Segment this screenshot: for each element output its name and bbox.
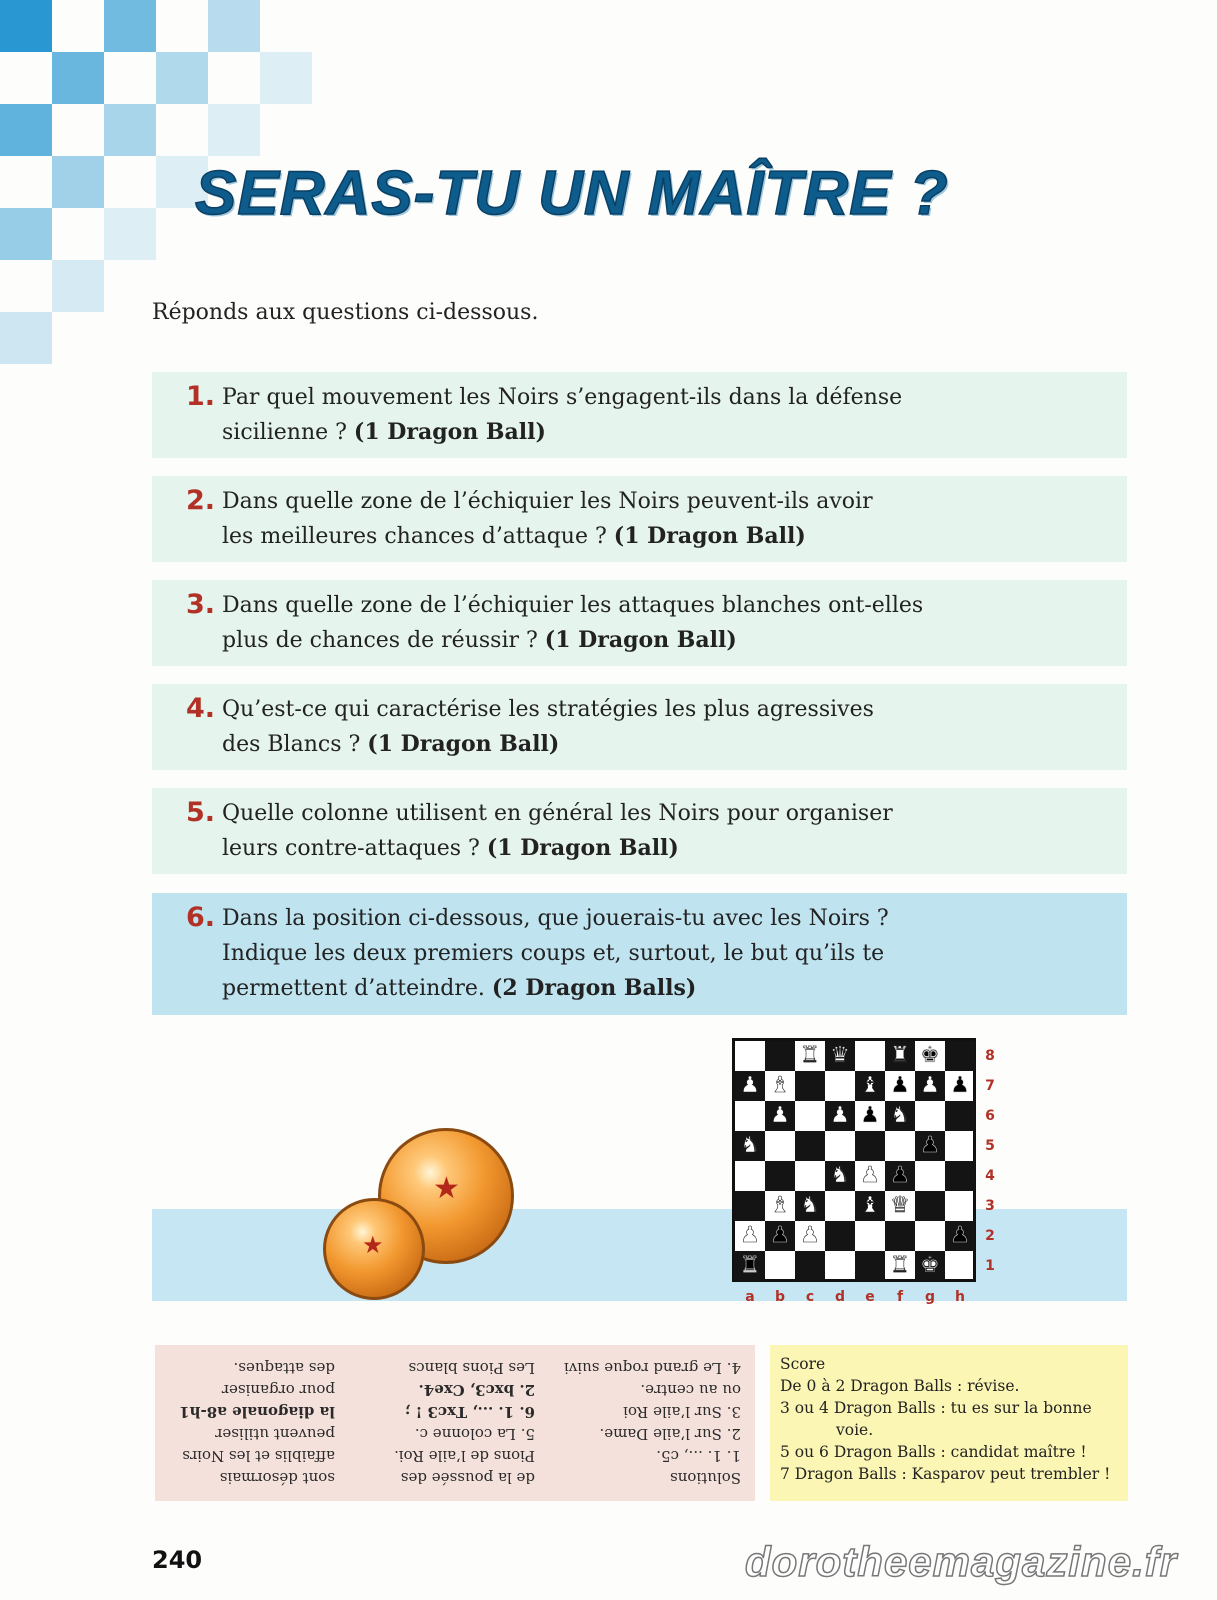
rank-label: 2 <box>985 1228 995 1244</box>
question-text-line: Par quel mouvement les Noirs s’engagent-ils dans la défense <box>222 385 903 410</box>
chess-piece-f6: ♞ <box>890 1103 910 1128</box>
rank-label: 6 <box>985 1108 995 1124</box>
solution-line: Les Pions blancs <box>408 1359 535 1377</box>
question-number: 4 . <box>186 691 215 726</box>
checker-square <box>104 208 156 260</box>
checker-square <box>156 52 208 104</box>
question-text-line: permettent d’atteindre. (2 Dragon Balls) <box>222 975 697 1001</box>
solution-line: de la poussée des <box>400 1469 535 1487</box>
square-b5 <box>765 1131 795 1161</box>
score-line: 5 ou 6 Dragon Balls : candidat maître ! <box>780 1443 1087 1461</box>
chess-piece-a2: ♟ <box>740 1223 760 1248</box>
question-text-line: Qu’est-ce qui caractérise les stratégies les plus agressives <box>222 697 874 722</box>
question-text-line: Quelle colonne utilisent en général les Noirs pour organiser <box>222 801 893 826</box>
square-h8 <box>945 1041 975 1071</box>
chess-piece-g1: ♚ <box>920 1253 940 1278</box>
square-g2 <box>915 1221 945 1251</box>
question-text-line: des Blancs ? (1 Dragon Ball) <box>222 731 560 757</box>
square-h1 <box>945 1251 975 1281</box>
score-line: voie. <box>836 1421 874 1439</box>
checker-square <box>208 0 260 52</box>
square-e5 <box>855 1131 885 1161</box>
checker-square <box>0 208 52 260</box>
question-points: (2 Dragon Balls) <box>491 975 697 1001</box>
file-label: e <box>865 1289 875 1305</box>
file-label: c <box>805 1289 815 1305</box>
solution-line: 2. bxc3, Cxe4. <box>418 1381 535 1399</box>
chess-piece-f4: ♟ <box>890 1163 910 1188</box>
decorative-band <box>152 1209 1127 1301</box>
square-e8 <box>855 1041 885 1071</box>
square-h3 <box>945 1191 975 1221</box>
solution-line: 4. Le grand roque suivi <box>564 1359 741 1377</box>
question-text-line: Indique les deux premiers coups et, surtout, le but qu’ils te <box>222 941 885 966</box>
checker-square <box>0 312 52 364</box>
solution-line: 6. 1. ..., Txc3 ! ; <box>404 1403 535 1421</box>
solution-line: ou au centre. <box>640 1381 741 1399</box>
rank-label: 3 <box>985 1198 995 1214</box>
square-d3 <box>825 1191 855 1221</box>
watermark: dorotheemagazine.fr <box>745 1538 1178 1585</box>
checker-square <box>0 0 52 52</box>
solutions-column-1 <box>564 1357 741 1489</box>
square-c5 <box>795 1131 825 1161</box>
solutions-column-2 <box>394 1357 535 1489</box>
chess-piece-h2: ♟ <box>950 1223 970 1248</box>
chess-piece-c3: ♞ <box>800 1193 820 1218</box>
question-1 <box>152 372 1127 458</box>
checker-square <box>208 104 260 156</box>
question-text-line: sicilienne ? (1 Dragon Ball) <box>222 419 546 445</box>
chess-piece-b7: ♝ <box>770 1073 790 1098</box>
square-b8 <box>765 1041 795 1071</box>
chess-piece-g7: ♟ <box>920 1073 940 1098</box>
chess-piece-b6: ♟ <box>770 1103 790 1128</box>
question-points: (1 Dragon Ball) <box>353 419 546 445</box>
question-text-line: Dans quelle zone de l’échiquier les Noirs peuvent-ils avoir <box>222 489 873 514</box>
square-b1 <box>765 1251 795 1281</box>
square-d1 <box>825 1251 855 1281</box>
chess-piece-g5: ♟ <box>920 1133 940 1158</box>
chess-piece-a1: ♜ <box>740 1253 760 1278</box>
score-box <box>770 1345 1128 1501</box>
chess-piece-e6: ♟ <box>860 1103 880 1128</box>
question-5 <box>152 788 1127 874</box>
square-c7 <box>795 1071 825 1101</box>
square-e2 <box>855 1221 885 1251</box>
chess-piece-f3: ♛ <box>890 1193 910 1218</box>
solution-line: des attaques. <box>233 1359 335 1377</box>
square-f2 <box>885 1221 915 1251</box>
question-4 <box>152 684 1127 770</box>
square-a4 <box>735 1161 765 1191</box>
question-text-line: plus de chances de réussir ? (1 Dragon Ball) <box>222 627 737 653</box>
solution-line: la diagonale a8-h1 <box>179 1403 335 1421</box>
chess-piece-e7: ♝ <box>860 1073 880 1098</box>
chess-piece-e3: ♝ <box>860 1193 880 1218</box>
square-d2 <box>825 1221 855 1251</box>
solution-line: Pions de l’aile Roi. <box>394 1447 535 1465</box>
question-2 <box>152 476 1127 562</box>
dragon-ball-small-icon <box>323 1198 425 1300</box>
question-number: 2 . <box>186 483 215 518</box>
chess-piece-d4: ♞ <box>830 1163 850 1188</box>
chess-piece-c2: ♟ <box>800 1223 820 1248</box>
rank-label: 1 <box>985 1258 995 1274</box>
chess-piece-f1: ♜ <box>890 1253 910 1278</box>
question-text-line: Dans quelle zone de l’échiquier les attaques blanches ont-elles <box>222 593 924 618</box>
question-text-line: Dans la position ci-dessous, que jouerais-tu avec les Noirs ? <box>222 906 889 931</box>
square-a8 <box>735 1041 765 1071</box>
page-number: 240 <box>152 1546 203 1574</box>
score-line: 3 ou 4 Dragon Balls : tu es sur la bonne <box>780 1399 1092 1417</box>
square-h6 <box>945 1101 975 1131</box>
solutions-column-3 <box>179 1357 335 1489</box>
chess-piece-g8: ♚ <box>920 1043 940 1068</box>
square-f5 <box>885 1131 915 1161</box>
chess-piece-b2: ♟ <box>770 1223 790 1248</box>
solution-line: 1. 1. ..., c5. <box>656 1447 741 1465</box>
solution-line: pour organiser <box>221 1381 335 1399</box>
square-h4 <box>945 1161 975 1191</box>
square-c1 <box>795 1251 825 1281</box>
chess-piece-f7: ♟ <box>890 1073 910 1098</box>
score-line: De 0 à 2 Dragon Balls : révise. <box>780 1377 1020 1395</box>
chessboard <box>732 1038 976 1282</box>
file-label: h <box>955 1289 965 1305</box>
square-d5 <box>825 1131 855 1161</box>
question-points: (1 Dragon Ball) <box>544 627 737 653</box>
chess-piece-b3: ♝ <box>770 1193 790 1218</box>
question-number: 6 . <box>186 900 215 935</box>
square-g6 <box>915 1101 945 1131</box>
intro-text: Réponds aux questions ci-dessous. <box>152 300 539 325</box>
chess-piece-c8: ♜ <box>800 1043 820 1068</box>
file-label: f <box>896 1289 904 1305</box>
square-a6 <box>735 1101 765 1131</box>
square-c6 <box>795 1101 825 1131</box>
solution-line: peuvent utiliser <box>215 1425 335 1443</box>
chess-piece-h7: ♟ <box>950 1073 970 1098</box>
score-line: 7 Dragon Balls : Kasparov peut trembler ! <box>780 1465 1111 1483</box>
question-number: 3 . <box>186 587 215 622</box>
square-g4 <box>915 1161 945 1191</box>
rank-label: 8 <box>985 1048 995 1064</box>
chess-piece-a7: ♟ <box>740 1073 760 1098</box>
square-g3 <box>915 1191 945 1221</box>
chess-piece-f8: ♜ <box>890 1043 910 1068</box>
score-title: Score <box>780 1355 826 1373</box>
square-c4 <box>795 1161 825 1191</box>
solutions-box <box>155 1345 755 1501</box>
question-points: (1 Dragon Ball) <box>486 835 679 861</box>
checker-square <box>0 104 52 156</box>
chess-piece-d8: ♛ <box>830 1043 850 1068</box>
chess-piece-a5: ♞ <box>740 1133 760 1158</box>
solution-line: Solutions <box>670 1469 741 1487</box>
rank-label: 7 <box>985 1078 995 1094</box>
question-3 <box>152 580 1127 666</box>
solution-line: affaiblis et les Noirs <box>182 1447 335 1465</box>
question-6 <box>152 893 1127 1015</box>
solution-line: sont désormais <box>219 1469 335 1487</box>
square-h5 <box>945 1131 975 1161</box>
rank-label: 4 <box>985 1168 995 1184</box>
square-a3 <box>735 1191 765 1221</box>
checker-square <box>52 260 104 312</box>
page-title: SERAS-TU UN MAÎTRE ? <box>195 159 949 228</box>
file-label: b <box>774 1289 786 1305</box>
file-label: g <box>924 1289 936 1305</box>
question-points: (1 Dragon Ball) <box>367 731 560 757</box>
checker-square <box>104 104 156 156</box>
solution-line: 5. La colonne c. <box>414 1425 535 1443</box>
star-icon: ★ <box>362 1231 384 1259</box>
file-label: d <box>834 1289 846 1305</box>
checker-square <box>104 0 156 52</box>
question-number: 1 . <box>186 379 215 414</box>
question-text-line: leurs contre-attaques ? (1 Dragon Ball) <box>222 835 679 861</box>
square-e1 <box>855 1251 885 1281</box>
square-d7 <box>825 1071 855 1101</box>
checker-square <box>260 52 312 104</box>
square-b4 <box>765 1161 795 1191</box>
question-number: 5 . <box>186 795 215 830</box>
chess-piece-d6: ♟ <box>830 1103 850 1128</box>
checker-square <box>52 156 104 208</box>
solution-line: 3. Sur l’aile Roi <box>623 1403 741 1421</box>
chess-piece-e4: ♟ <box>860 1163 880 1188</box>
solution-line: 2. Sur l’aile Dame. <box>599 1425 741 1443</box>
rank-label: 5 <box>985 1138 995 1154</box>
star-icon: ★ <box>433 1171 460 1206</box>
question-points: (1 Dragon Ball) <box>613 523 806 549</box>
checker-square <box>52 52 104 104</box>
file-label: a <box>745 1289 755 1305</box>
question-text-line: les meilleures chances d’attaque ? (1 Dragon Ball) <box>222 523 806 549</box>
